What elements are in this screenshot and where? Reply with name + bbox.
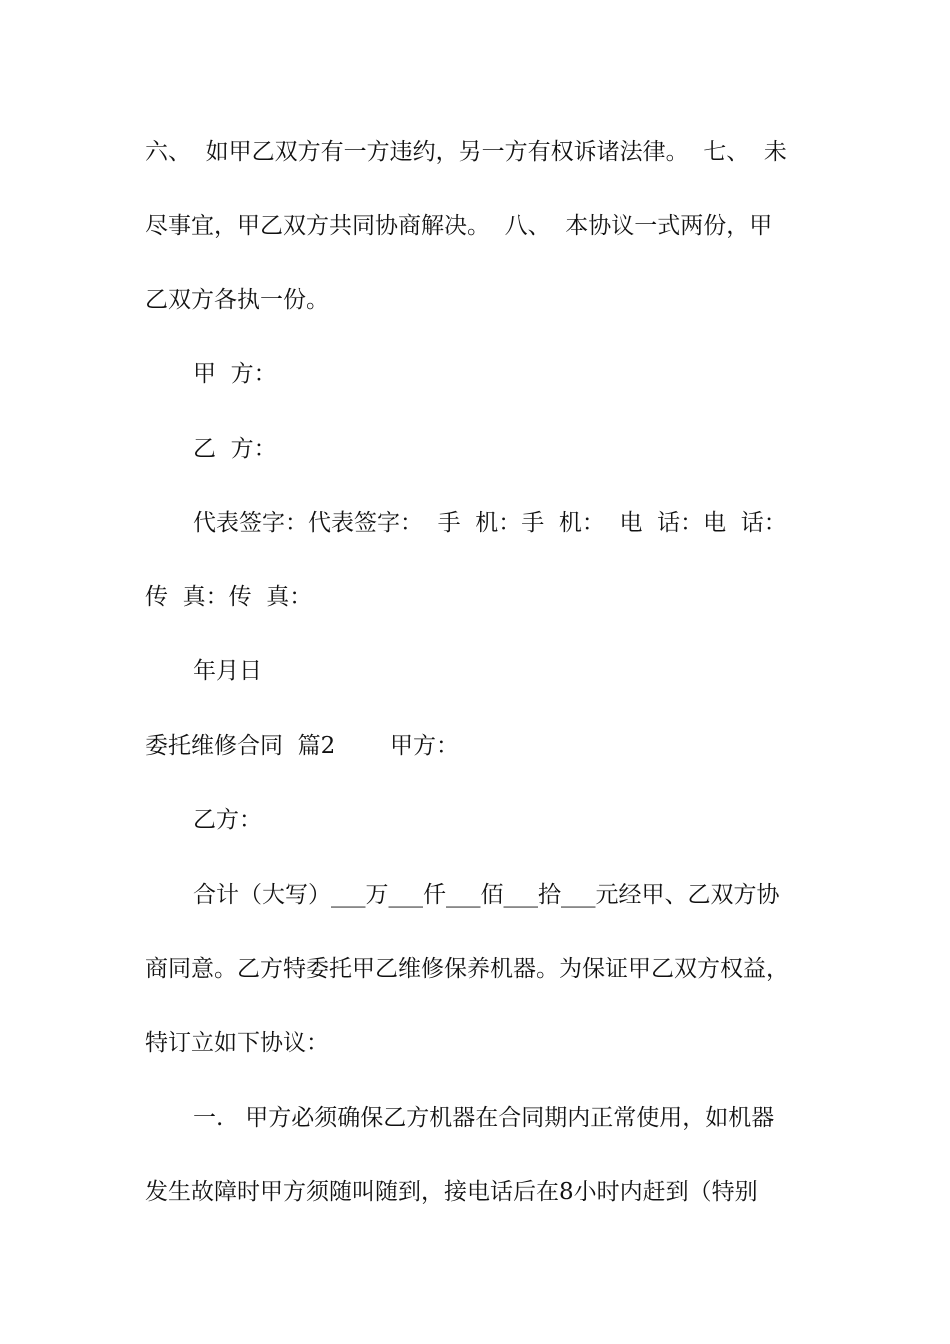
party-a-label: 甲 方： (193, 361, 277, 387)
section-title: 委托维修合同 篇2 (145, 733, 336, 759)
paragraph-line: 六、 如甲乙双方有一方违约，另一方有权诉诸法律。 七、 未 (145, 139, 787, 165)
clause-one-line: 发生故障时甲方须随叫随到，接电话后在8小时内赶到（特别 (145, 1179, 758, 1205)
date-field: 年月日 (193, 658, 262, 684)
signature-fields: 代表签字：代表签字： 手 机：手 机： 电 话：电 话： (193, 510, 787, 536)
paragraph-line: 尽事宜，甲乙双方共同协商解决。 八、 本协议一式两份，甲 (145, 213, 773, 239)
fax-fields: 传 真：传 真： (145, 584, 313, 610)
party-b-label: 乙 方： (193, 436, 277, 462)
party-b-label: 乙方： (193, 807, 262, 833)
clause-one-line: 一. 甲方必须确保乙方机器在合同期内正常使用，如机器 (193, 1105, 775, 1131)
paragraph-line: 乙双方各执一份。 (145, 287, 329, 313)
section-party-a: 甲方： (390, 733, 459, 759)
paragraph-line: 特订立如下协议： (145, 1030, 329, 1056)
paragraph-line: 合计（大写）___万___仟___佰___拾___元经甲、乙双方协 (193, 882, 780, 908)
paragraph-line: 商同意。乙方特委托甲乙维修保养机器。为保证甲乙双方权益， (145, 956, 789, 982)
